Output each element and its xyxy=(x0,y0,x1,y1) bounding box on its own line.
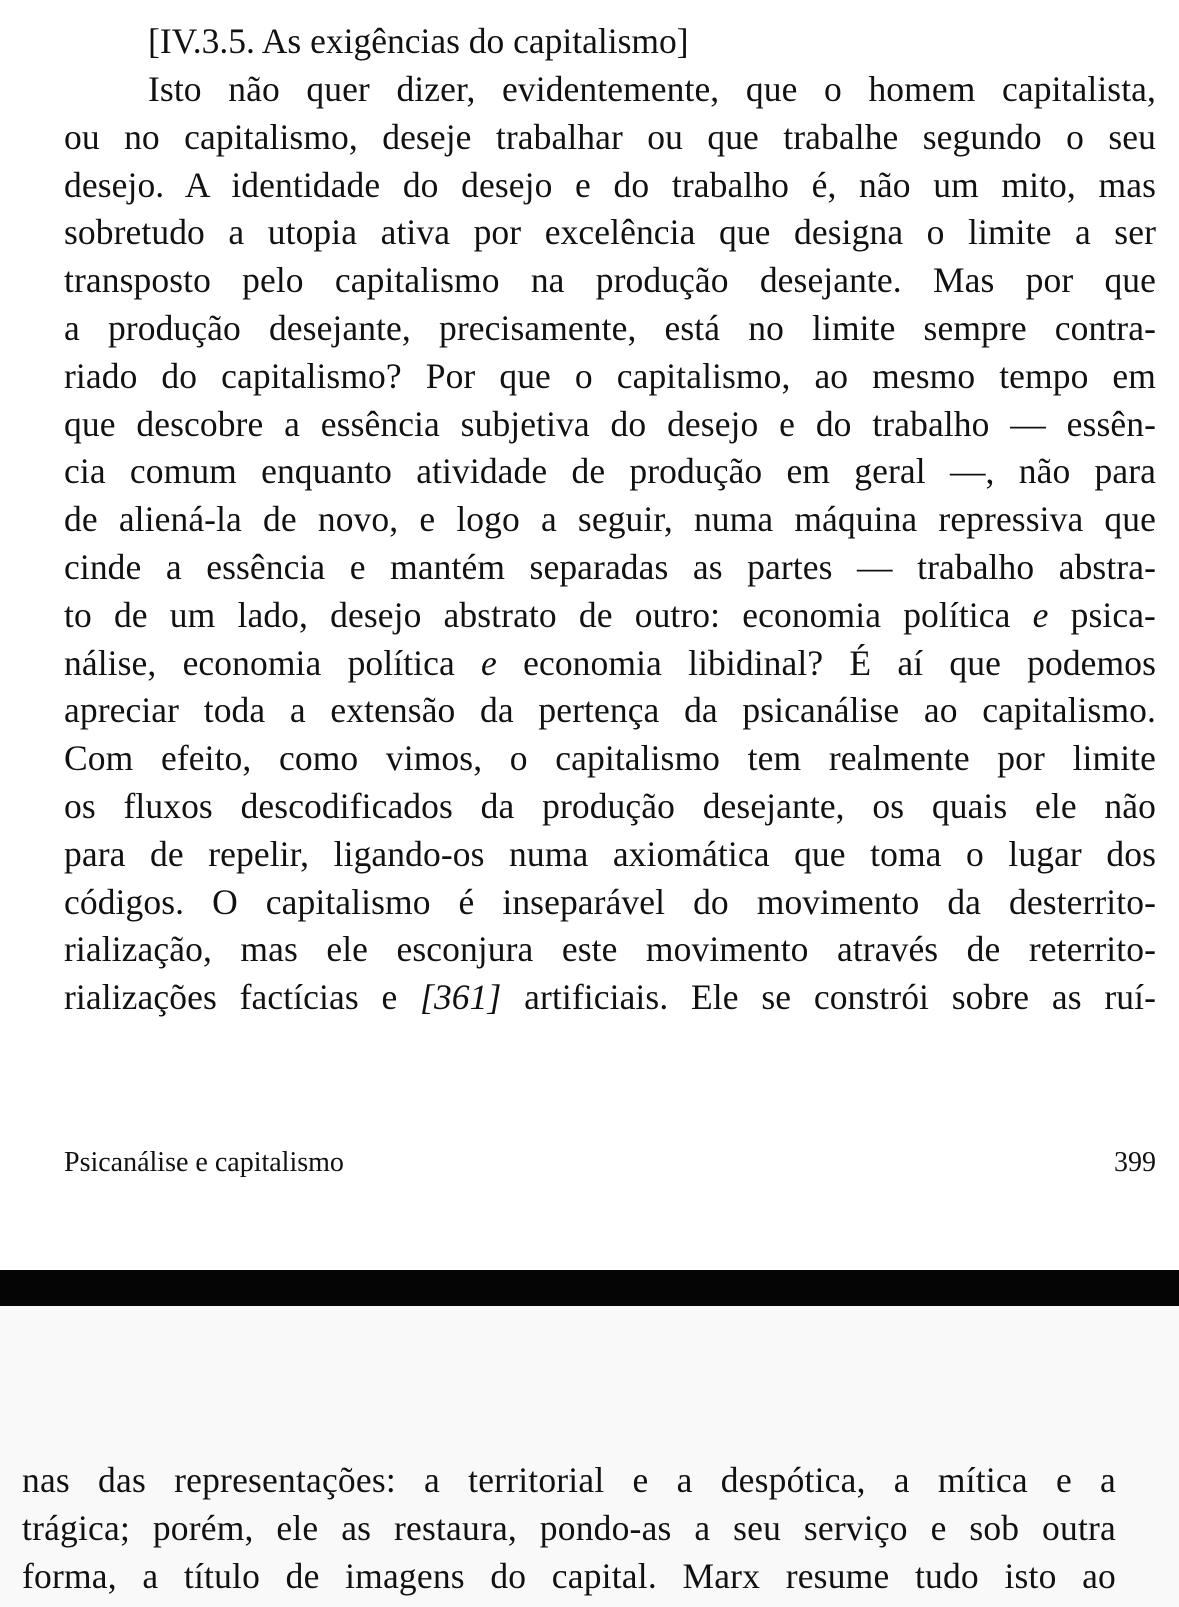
paragraph xyxy=(64,66,1156,1022)
text-line: que descobre a essência subjetiva do desejo e do trabalho — essên- xyxy=(64,403,1156,444)
text-line: desejo. A identidade do desejo e do trabalho é, não um mito, mas xyxy=(64,164,1156,205)
text-segment: rializações factícias e xyxy=(64,977,398,1018)
text-line: Isto não quer dizer, evidentemente, que o homem capitalista, xyxy=(148,69,1156,109)
page-marker: [361] xyxy=(420,977,502,1018)
text-line: para de repelir, ligando-os numa axiomática que toma o lugar dos xyxy=(64,833,1156,874)
text-line xyxy=(64,640,1156,688)
page-divider xyxy=(0,1270,1179,1306)
text-line: nas das representações: a territorial e a despótica, a mítica e a xyxy=(22,1460,1116,1500)
text-line: forma, a título de imagens do capital. Marx resume tudo isto ao xyxy=(22,1556,1116,1596)
text-line xyxy=(64,974,1156,1022)
text-line: riado do capitalismo? Por que o capitalismo, ao mesmo tempo em xyxy=(64,355,1156,396)
text-line: os fluxos descodificados da produção desejante, os quais ele não xyxy=(64,785,1156,826)
italic-word: e xyxy=(481,642,497,683)
text-line: a produção desejante, precisamente, está no limite sempre contra- xyxy=(64,307,1156,348)
text-line: de aliená-la de novo, e logo a seguir, numa máquina repressiva que xyxy=(64,499,1156,540)
text-line: Com efeito, como vimos, o capitalismo tem realmente por limite xyxy=(64,738,1156,779)
text-line: códigos. O capitalismo é inseparável do movimento da desterrito- xyxy=(64,881,1156,922)
text-line: cinde a essência e mantém separadas as partes — trabalho abstra- xyxy=(64,546,1156,587)
page-number: 399 xyxy=(1114,1147,1156,1178)
next-page-paragraph xyxy=(22,1456,1116,1600)
text-line: apreciar toda a extensão da pertença da psicanálise ao capitalismo. xyxy=(64,690,1156,731)
text-line: sobretudo a utopia ativa por excelência que designa o limite a ser xyxy=(64,212,1156,253)
text-line: ou no capitalismo, deseje trabalhar ou que trabalhe segundo o seu xyxy=(64,116,1156,157)
italic-word: e xyxy=(1032,594,1049,635)
text-line: rialização, mas ele esconjura este movimento através de reterrito- xyxy=(64,929,1156,970)
text-segment: artificiais. Ele se constrói sobre as ruí- xyxy=(524,977,1156,1018)
text-line xyxy=(64,592,1156,640)
running-title: Psicanálise e capitalismo xyxy=(64,1147,344,1178)
text-segment: to de um lado, desejo abstrato de outro: economia política xyxy=(64,594,1011,635)
text-segment: economia libidinal? É aí que podemos xyxy=(523,642,1157,683)
text-line: trágica; porém, ele as restaura, pondo-as a seu serviço e sob outra xyxy=(22,1508,1116,1548)
text-segment: psica- xyxy=(1070,594,1156,635)
text-line: cia comum enquanto atividade de produção em geral —, não para xyxy=(64,451,1156,492)
text-segment: nálise, economia política xyxy=(64,642,455,683)
section-heading: [IV.3.5. As exigências do capitalismo] xyxy=(148,21,689,61)
text-line: transposto pelo capitalismo na produção desejante. Mas por que xyxy=(64,260,1156,301)
